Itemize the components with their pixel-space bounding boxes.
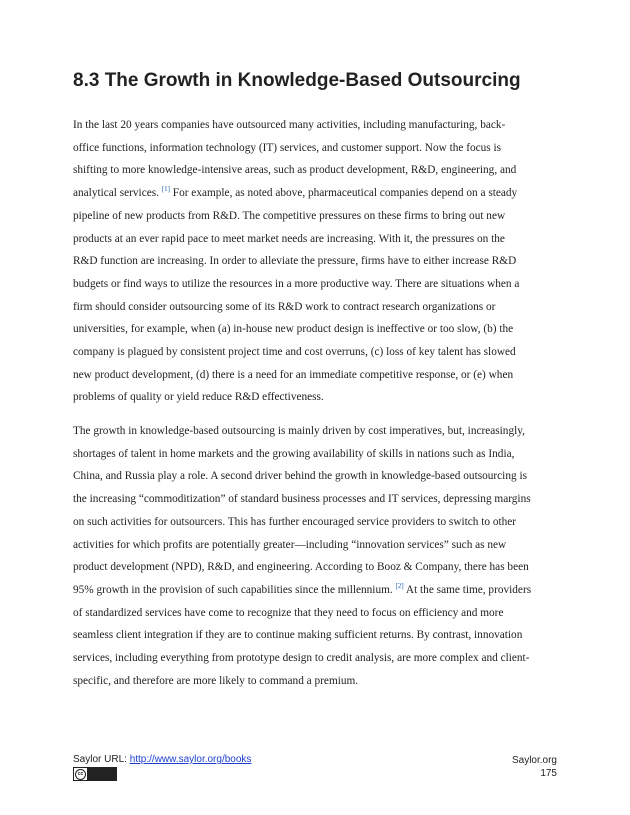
footnote-link-1[interactable]: [1] [161, 185, 170, 194]
text-line: products at an ever rapid pace to meet market needs are increasing. With it, the pressures on the [73, 232, 505, 245]
footnote-link-2[interactable]: [2] [395, 582, 404, 591]
text-line: shifting to more knowledge-intensive areas, such as product development, R&D, engineering, and [73, 164, 517, 177]
footer-site: Saylor.org [511, 755, 557, 766]
footer-url-link[interactable]: http://www.saylor.org/books [129, 754, 252, 765]
footer-source [73, 754, 251, 765]
text-line: activities for which profits are potentially greater—including “innovation services” such as new [73, 538, 507, 551]
text-line: shortages of talent in home markets and the growing availability of skills in nations such as India, [73, 447, 515, 460]
text-line: specific, and therefore are more likely to command a premium. [73, 674, 359, 687]
text-line: office functions, information technology (IT) services, and customer support. Now the focus is [73, 141, 502, 154]
text-line: on such activities for outsourcers. This has further encouraged service providers to switch to other [73, 515, 517, 528]
text-line [73, 182, 557, 205]
text-segment: For example, as noted above, pharmaceutical companies depend on a steady [172, 187, 518, 200]
text-line: budgets or find ways to utilize the resources in a more productive way. There are situations when a [73, 277, 520, 290]
footer-page-info [512, 754, 557, 780]
text-segment: 95% growth in the provision of such capabilities since the millennium. [73, 583, 393, 596]
text-line: China, and Russia play a role. A second driver behind the growth in knowledge-based outsourcing is [73, 470, 527, 483]
text-line [73, 579, 557, 602]
text-line: company is plagued by consistent project time and cost overruns, (c) loss of key talent has slowed [73, 346, 516, 359]
section-title: 8.3 The Growth in Knowledge-Based Outsourcing [73, 70, 521, 91]
text-line: In the last 20 years companies have outsourced many activities, including manufacturing, back- [73, 119, 506, 131]
paragraph-1 [73, 114, 557, 409]
paragraph-2 [73, 420, 557, 692]
text-line: seamless client integration if they are to continue making sufficient returns. By contrast, innovation [73, 629, 523, 642]
text-line: problems of quality or yield reduce R&D effectiveness. [73, 391, 324, 404]
license-strip [87, 768, 116, 780]
text-line: R&D function are increasing. In order to alleviate the pressure, firms have to either increase R&D [73, 255, 517, 268]
text-line: universities, for example, when (a) in-house new product design is ineffective or too slow, (b) the [73, 323, 514, 336]
text-line: of standardized services have come to recognize that they need to focus on efficiency and more [73, 606, 504, 619]
text-line: the increasing “commoditization” of standard business processes and IT services, depressing margins [73, 493, 531, 506]
page-number: 175 [540, 768, 557, 779]
creative-commons-license-icon [73, 767, 117, 781]
cc-logo-icon: cc [75, 769, 86, 780]
text-line: pipeline of new products from R&D. The competitive pressures on these firms to bring out new [73, 209, 506, 222]
text-line: The growth in knowledge-based outsourcing is mainly driven by cost imperatives, but, increasingly, [73, 425, 525, 437]
text-line: services, including everything from prototype design to credit analysis, are more complex and client- [73, 652, 530, 665]
text-line: new product development, (d) there is a need for an immediate competitive response, or (e) when [73, 368, 514, 381]
text-line: firm should consider outsourcing some of its R&D work to contract research organizations or [73, 300, 496, 313]
footer-url-label: Saylor URL: [73, 754, 127, 765]
text-segment: analytical services. [73, 187, 159, 200]
text-line: product development (NPD), R&D, and engineering. According to Booz & Company, there has been [73, 561, 529, 574]
text-segment: At the same time, providers [405, 583, 532, 596]
